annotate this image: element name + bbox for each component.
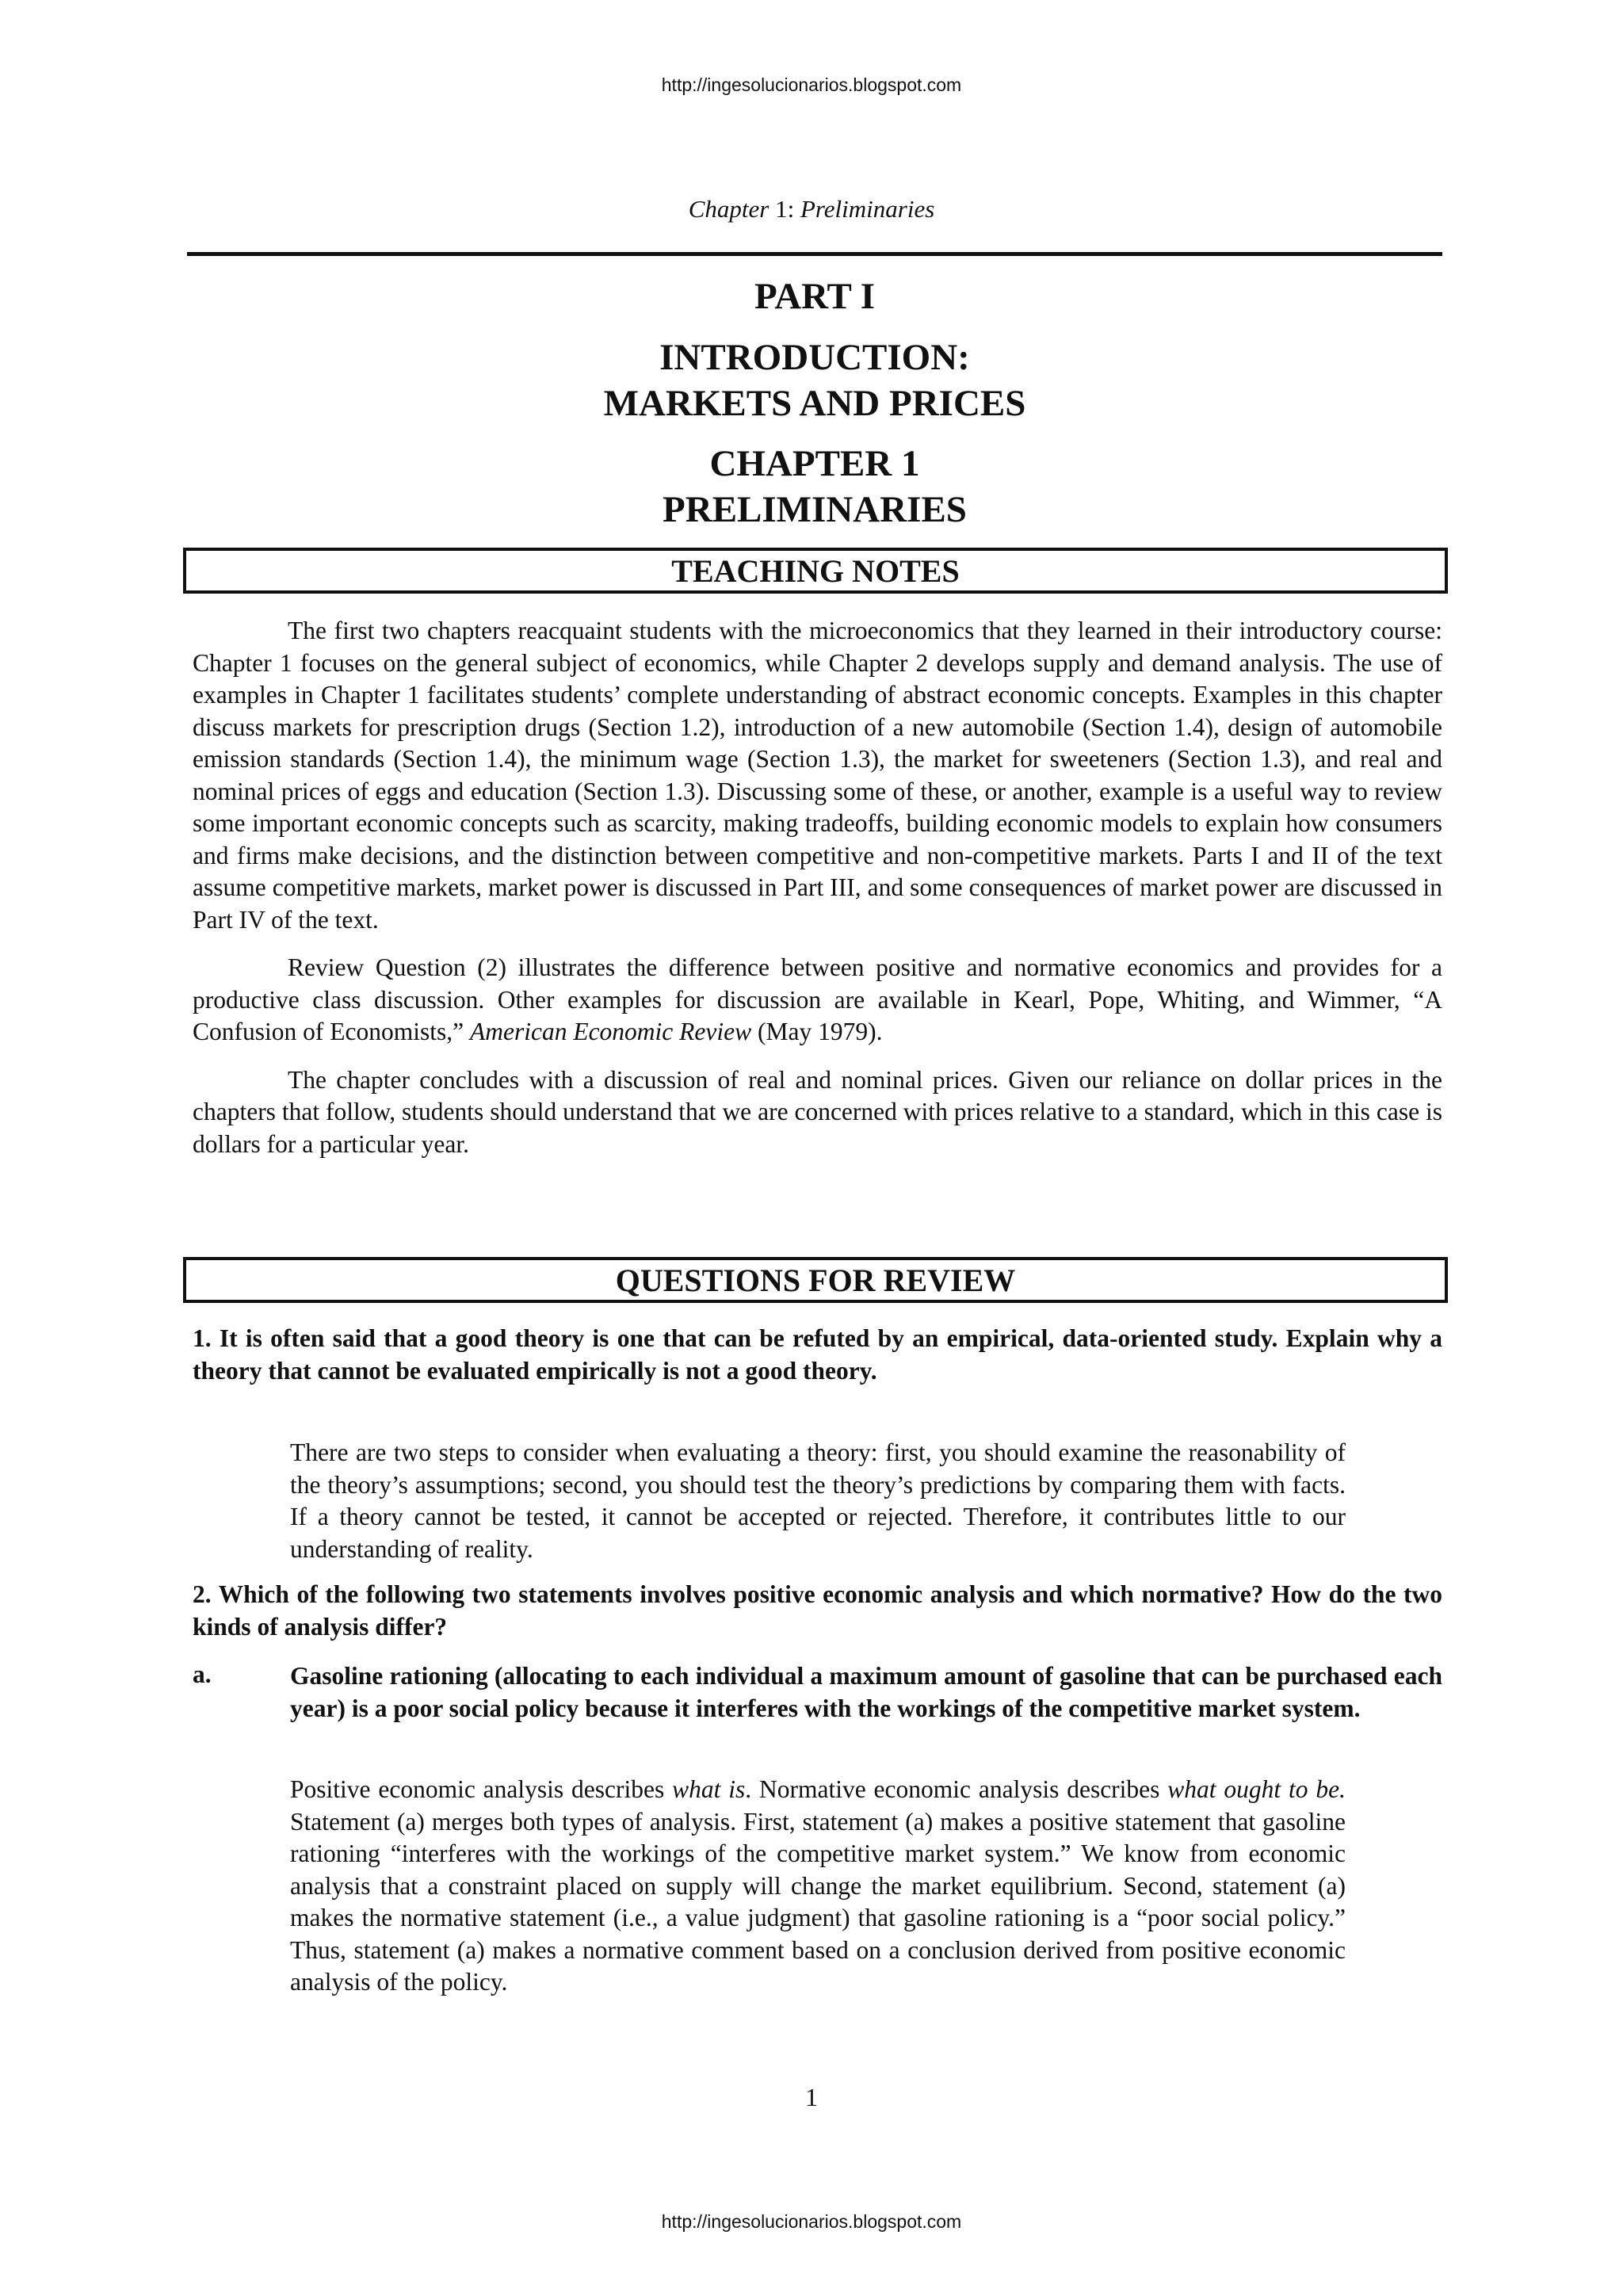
questions-heading: QUESTIONS FOR REVIEW xyxy=(183,1257,1448,1303)
teaching-notes-paragraph-1: The first two chapters reacquaint students with the microeconomics that they learned in their introductory course: Chapter 1 focuses on the general subject of economics, while Chapter 2 develops supply and demand analysis. The use of examples in Chapter 1 facilitates students’ complete understanding of abstract economic concepts. Examples in this chapter discuss markets for prescription drugs (Section 1.2), introduction of a new automobile (Section 1.4), design of automobile emission standards (Section 1.4), the minimum wage (Section 1.3), the market for sweeteners (Section 1.3), and real and nominal prices of eggs and education (Section 1.3). Discussing some of these, or another, example is a useful way to review some important economic concepts such as scarcity, making tradeoffs, building economic models to explain how consumers and firms make decisions, and the distinction between competitive and non-competitive markets. Parts I and II of the text assume competitive markets, market power is discussed in Part III, and some consequences of market power are discussed in Part IV of the text. xyxy=(193,617,1442,934)
teaching-notes-paragraph-2 xyxy=(193,952,1442,1049)
part-title xyxy=(187,273,1442,319)
teaching-notes-heading: TEACHING NOTES xyxy=(183,548,1448,594)
footer-url: http://ingesolucionarios.blogspot.com xyxy=(661,2211,962,2232)
question-2-text: 2. Which of the following two statements involves positive economic analysis and which normative? How do the two kinds of analysis differ? xyxy=(193,1580,1442,1641)
part-title-text: PART I xyxy=(754,276,875,317)
running-head-number: 1 xyxy=(775,195,788,223)
section-title xyxy=(187,334,1442,426)
running-head-title: Preliminaries xyxy=(800,195,935,223)
teaching-notes-p2-end: (May 1979). xyxy=(751,1018,883,1045)
chapter-title-line2: PRELIMINARIES xyxy=(663,489,967,530)
page-number: 1 xyxy=(805,2083,818,2111)
question-2a-text: Gasoline rationing (allocating to each individual a maximum amount of gasoline that can be purchased each year) is a poor social policy because it interferes with the workings of the competitive market system. xyxy=(290,1662,1442,1722)
answer-1-text: There are two steps to consider when evaluating a theory: first, you should examine the reasonability of the theory’s assumptions; second, you should test the theory’s predictions by comparing them with facts. If a theory cannot be tested, it cannot be accepted or rejected. Therefore, it contributes little to our understanding of reality. xyxy=(290,1438,1346,1563)
answer-2a-part3: Statement (a) merges both types of analysis. First, statement (a) makes a positive statement that gasoline rationing “interferes with the workings of the competitive market system.” We know from economic analysis that a constraint placed on supply will change the market equilibrium. Second, statement (a) makes the normative statement (i.e., a value judgment) that gasoline rationing is a “poor social policy.” Thus, statement (a) makes a normative comment based on a conclusion derived from positive economic analysis of the policy. xyxy=(290,1807,1346,1996)
answer-2a xyxy=(193,1774,1442,1999)
answer-2a-what-is: what is xyxy=(672,1775,746,1803)
section-title-line1: INTRODUCTION: xyxy=(659,337,970,378)
header-rule xyxy=(187,252,1442,256)
answer-2a-part2: . Normative economic analysis describes xyxy=(745,1775,1168,1803)
running-head xyxy=(0,195,1623,223)
question-2a-label: a. xyxy=(193,1660,212,1688)
question-1-text: 1. It is often said that a good theory is one that can be refuted by an empirical, data-oriented study. Explain why a theory that cannot be evaluated empirically is not a good theory. xyxy=(193,1324,1442,1385)
header-url: http://ingesolucionarios.blogspot.com xyxy=(661,74,962,95)
chapter-title xyxy=(187,441,1442,533)
answer-2a-what-ought: what ought to be. xyxy=(1167,1775,1346,1803)
answer-2a-text xyxy=(290,1774,1346,1999)
section-title-line2: MARKETS AND PRICES xyxy=(603,383,1026,424)
chapter-title-line1: CHAPTER 1 xyxy=(709,443,920,484)
running-head-colon: : xyxy=(787,195,795,223)
question-1 xyxy=(193,1323,1442,1387)
journal-title: American Economic Review xyxy=(469,1018,752,1045)
teaching-notes-paragraph-3: The chapter concludes with a discussion of real and nominal prices. Given our reliance on dollar prices in the chapters that follow, students should understand that we are concerned with prices relative to a standard, which in this case is dollars for a particular year. xyxy=(193,1065,1442,1158)
answer-2a-part1: Positive economic analysis describes xyxy=(290,1775,673,1803)
teaching-notes-p2-start: Review Question (2) illustrates the difference between positive and normative economics and provides for a productive class discussion. Other examples for discussion are available in Kearl, Pope, Whiting, and Wimmer, “A Confusion of Economists,” xyxy=(193,953,1442,1045)
answer-1 xyxy=(193,1437,1442,1565)
running-head-chapter: Chapter xyxy=(688,195,769,223)
teaching-notes-body xyxy=(193,615,1442,1176)
question-2 xyxy=(193,1579,1442,1643)
